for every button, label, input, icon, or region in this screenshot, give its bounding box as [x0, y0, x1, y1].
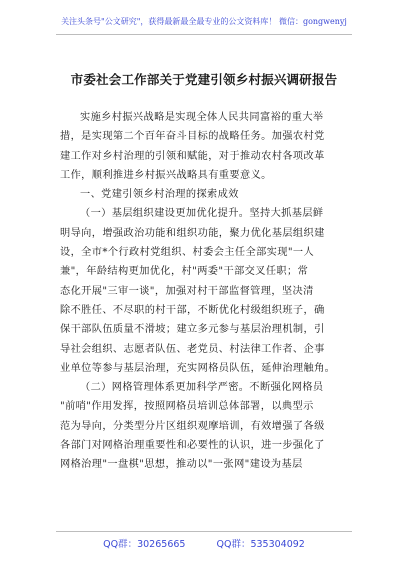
- body-line: 保干部队伍质量不滑坡；建立多元参与基层治理机制，引: [60, 324, 325, 336]
- body-line: 设，全市*个行政村党组织、村委会主任全部实现"一人: [60, 247, 315, 259]
- header-banner: 关注头条号"公文研究"，获得最新最全最专业的公文资料库！ 微信：gongwenyj: [61, 17, 347, 26]
- footer: [0, 536, 408, 550]
- body-line: 工作，顺利推进乡村振兴战略具有重要意义。: [60, 169, 272, 181]
- body-line: 实施乡村振兴战略是实现全体人民共同富裕的重大举: [80, 112, 324, 123]
- body-line: 除不胜任、不尽职的村干部，不断优化村级组织班子，确: [60, 304, 325, 316]
- body-line: （一）基层组织建设更加优化提升。坚持大抓基层鲜: [80, 208, 324, 220]
- body-line: （二）网格管理体系更加科学严密。不断强化网格员: [80, 382, 324, 394]
- qq-group-2: QQ群：535304092: [216, 539, 305, 550]
- body-line: 导社会组织、志愿者队伍、老党员、村法律工作者、企事: [60, 343, 325, 355]
- document-body: [60, 108, 350, 475]
- body-line: "前哨"作用发挥，按照网格员培训总体部署，以典型示: [60, 401, 314, 413]
- body-line: 范为导向，分类型分片区组织观摩培训，有效增强了各级: [60, 420, 325, 432]
- body-line: 明导向，增强政治功能和组织功能，聚力优化基层组织建: [60, 227, 325, 239]
- body-line: 各部门对网格治理重要性和必要性的认识，进一步强化了: [60, 440, 325, 452]
- header-divider: [56, 34, 352, 35]
- section-heading: 一、党建引领乡村治理的探索成效: [80, 189, 239, 201]
- qq-group-1: QQ群：30265665: [103, 539, 186, 550]
- body-line: 业单位等参与基层治理，充实网格员队伍，延伸治理触角。: [60, 362, 336, 374]
- body-line: 措，是实现第二个百年奋斗目标的战略任务。加强农村党: [60, 131, 325, 143]
- document-title: 市委社会工作部关于党建引领乡村振兴调研报告: [70, 72, 338, 87]
- body-line: 建工作对乡村治理的引领和赋能，对于推动农村各项改革: [60, 150, 325, 162]
- footer-divider: [56, 531, 352, 532]
- body-line: 兼"，年龄结构更加优化，村"两委"干部交叉任职；常: [60, 266, 309, 278]
- body-line: 态化开展"三审一谈"，加强对村干部监督管理，坚决清: [60, 285, 314, 297]
- body-line: 网格治理"一盘棋"思想，推动以"一张网"建设为基层: [60, 459, 303, 471]
